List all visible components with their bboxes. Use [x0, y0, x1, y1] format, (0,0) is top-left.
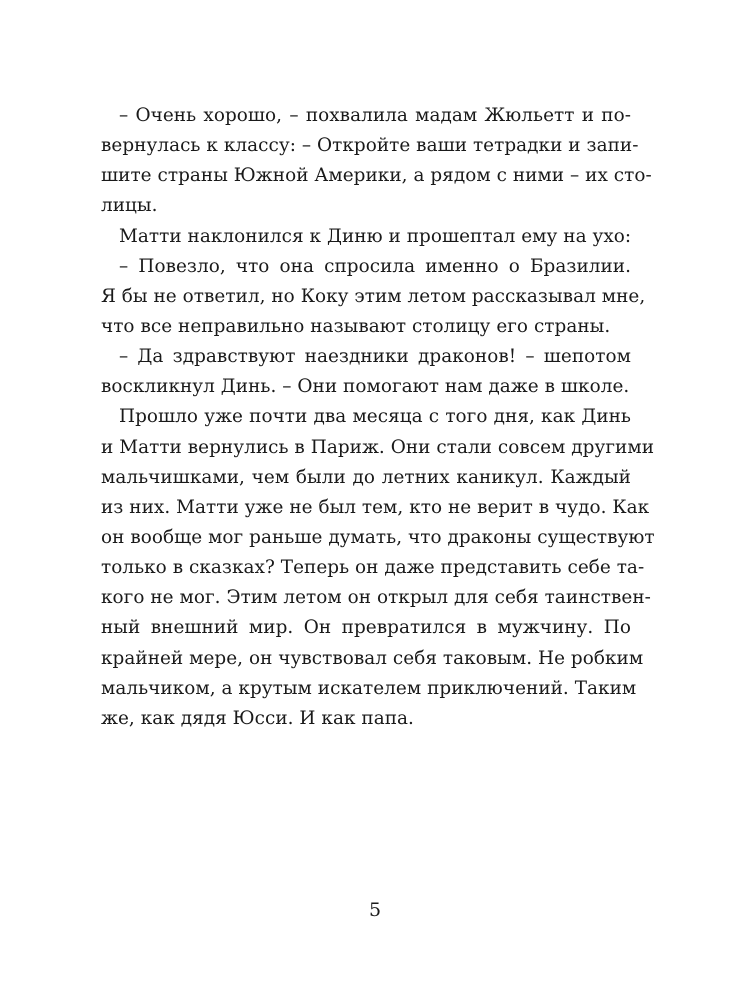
text-line: шите страны Южной Америки, а рядом с ними – их сто- — [101, 165, 652, 187]
text-line: – Повезло, что она спросила именно о Бразилии. — [119, 255, 631, 277]
text-line: ный внешний мир. Он превратился в мужчину. По — [101, 617, 631, 639]
text-line: только в сказках? Теперь он даже представить себе та- — [101, 557, 645, 579]
text-line: что все неправильно называют столицу его страны. — [101, 315, 611, 337]
text-line: воскликнул Динь. – Они помогают нам даже в школе. — [101, 376, 630, 398]
text-line: Прошло уже почти два месяца с того дня, как Динь — [119, 406, 631, 428]
text-line: вернулась к классу: – Откройте ваши тетрадки и запи- — [101, 135, 639, 157]
text-line: мальчишками, чем были до летних каникул. Каждый — [101, 466, 631, 488]
text-line: Матти наклонился к Диню и прошептал ему на ухо: — [119, 225, 632, 247]
text-line: из них. Матти уже не был тем, кто не верит в чудо. Как — [101, 496, 650, 518]
text-line: он вообще мог раньше думать, что драконы существуют — [101, 526, 655, 548]
text-line: – Да здравствуют наездники драконов! – шепотом — [119, 346, 631, 368]
body-text — [101, 101, 655, 734]
text-line: – Очень хорошо, – похвалила мадам Жюльетт и по- — [119, 105, 631, 126]
text-line: мальчиком, а крутым искателем приключений. Таким — [101, 677, 637, 699]
text-line: Я бы не ответил, но Коку этим летом рассказывал мне, — [101, 285, 646, 307]
text-line: и Матти вернулись в Париж. Они стали совсем другими — [101, 436, 655, 458]
page-number: 5 — [368, 899, 382, 921]
text-line: крайней мере, он чувствовал себя таковым. Не робким — [101, 647, 644, 669]
text-line: же, как дядя Юсси. И как папа. — [101, 707, 414, 729]
text-line: лицы. — [101, 195, 158, 217]
text-line: кого не мог. Этим летом он открыл для себя таинствен- — [101, 587, 651, 609]
